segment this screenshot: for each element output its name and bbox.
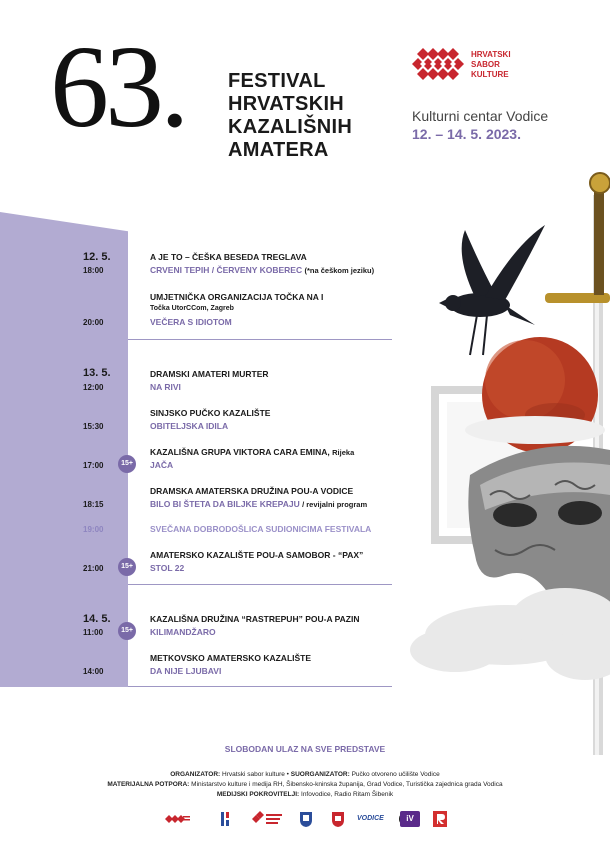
festival-dates: 12. – 14. 5. 2023.: [412, 126, 521, 142]
day1-date: 12. 5.: [83, 251, 111, 263]
day2-event4-title: BILO BI ŠTETA DA BILJKE KREPAJU / revijalni program: [150, 499, 368, 509]
day3-event1-time: 11:00: [83, 628, 104, 637]
day2-event5-title: SVEČANA DOBRODOŠLICA SUDIONICIMA FESTIVALA: [150, 524, 372, 534]
day2-event3-name: KAZALIŠNA GRUPA VIKTORA CARA EMINA, Rijeka: [150, 447, 355, 457]
age-rating-badge: 15+: [118, 455, 136, 473]
age-rating-badge: 15+: [118, 558, 136, 576]
day1-event2-name: UMJETNIČKA ORGANIZACIJA TOČKA NA I: [150, 292, 324, 302]
day1-band: [0, 212, 128, 340]
day2-event3-time: 17:00: [83, 461, 104, 470]
day3-band: [0, 585, 128, 687]
cloud-icon: [410, 588, 610, 680]
day2-event2-name: SINJSKO PUČKO KAZALIŠTE: [150, 408, 271, 418]
raven-icon: [439, 225, 545, 355]
r-logo-icon: [432, 810, 448, 828]
logo-text-1: HRVATSKI: [471, 50, 511, 59]
title-line-2: HRVATSKIH: [228, 93, 345, 115]
shield-logo-icon: [330, 810, 346, 828]
logo-text-3: KULTURE: [471, 70, 509, 79]
day3-event2-title: DA NIJE LJUBAVI: [150, 666, 222, 676]
infovodice-logo: iV: [400, 811, 420, 827]
day1-event1-title: CRVENI TEPIH / ČERVENY KOBEREC (*na češkom jeziku): [150, 265, 375, 275]
coat-of-arms-logo-icon: [298, 810, 314, 828]
day2-event6-time: 21:00: [83, 564, 104, 573]
vodice-logo: VODICE: [357, 815, 384, 822]
language-note: (*na češkom jeziku): [304, 266, 375, 275]
day2-event6-title: STOL 22: [150, 563, 185, 573]
day2-event1-title: NA RIVI: [150, 382, 181, 392]
day3-event1-title: KILIMANDŽARO: [150, 627, 216, 637]
day-divider: [128, 339, 392, 340]
day1-event2-time: 20:00: [83, 318, 104, 327]
day2-event5-time: 19:00: [83, 525, 104, 534]
hsk-logo-icon: [408, 44, 466, 84]
day3-event2-time: 14:00: [83, 667, 104, 676]
day1-event1-name: A JE TO – ČEŠKA BESEDA TREGLAVA: [150, 252, 307, 262]
day2-event1-name: DRAMSKI AMATERI MURTER: [150, 369, 269, 379]
venue: Kulturni centar Vodice: [412, 108, 549, 124]
title-line-3: KAZALIŠNIH: [228, 116, 353, 138]
day3-event1-name: KAZALIŠNA DRUŽINA “RASTREPUH” POU-A PAZIN: [150, 614, 360, 624]
day-divider: [128, 686, 392, 687]
day2-event3-title: JAČA: [150, 460, 174, 470]
age-rating-badge: 15+: [118, 622, 136, 640]
ministry-logo-icon: [218, 810, 234, 828]
title-line-1: FESTIVAL: [228, 70, 326, 92]
day1-event2-sub: Točka UtorCCom, Zagreb: [150, 305, 234, 312]
day2-event4-time: 18:15: [83, 500, 104, 509]
credits-organizers: ORGANIZATOR: Hrvatski sabor kulture • SUORGANIZATOR: Pučko otvoreno učilište Vodice: [170, 771, 440, 778]
day3-event2-name: METKOVSKO AMATERSKO KAZALIŠTE: [150, 653, 312, 663]
day-divider: [128, 584, 392, 585]
day1-event1-time: 18:00: [83, 266, 104, 275]
free-entry-notice: SLOBODAN ULAZ NA SVE PREDSTAVE: [224, 744, 386, 754]
illustration-mask-raven-sword-icon: [395, 165, 610, 765]
credits-support: MATERIJALNA POTPORA: Ministarstvo kulture i medija RH, Šibensko-kninska županija, Grad Vodice, Turistička zajednica grada Vodica: [107, 781, 503, 788]
day1-event2-title: VEČERA S IDIOTOM: [150, 317, 232, 327]
hsk-sponsor-logo-icon: [163, 810, 191, 828]
day3-date: 14. 5.: [83, 613, 111, 625]
day2-date: 13. 5.: [83, 367, 111, 379]
day2-event2-time: 15:30: [83, 422, 104, 431]
festival-number: 63.: [50, 21, 186, 152]
title-line-4: AMATERA: [228, 139, 329, 161]
day2-event2-title: OBITELJSKA IDILA: [150, 421, 229, 431]
day2-event1-time: 12:00: [83, 383, 104, 392]
logo-text-2: SABOR: [471, 60, 500, 69]
day2-event4-name: DRAMSKA AMATERSKA DRUŽINA POU-A VODICE: [150, 486, 354, 496]
credits-media: MEDIJSKI POKROVITELJI: Infovodice, Radio Ritam Šibenik: [216, 791, 394, 798]
day2-event6-name: AMATERSKO KAZALIŠTE POU-A SAMOBOR - “PAX”: [150, 550, 364, 560]
county-logo-icon: [250, 810, 284, 828]
